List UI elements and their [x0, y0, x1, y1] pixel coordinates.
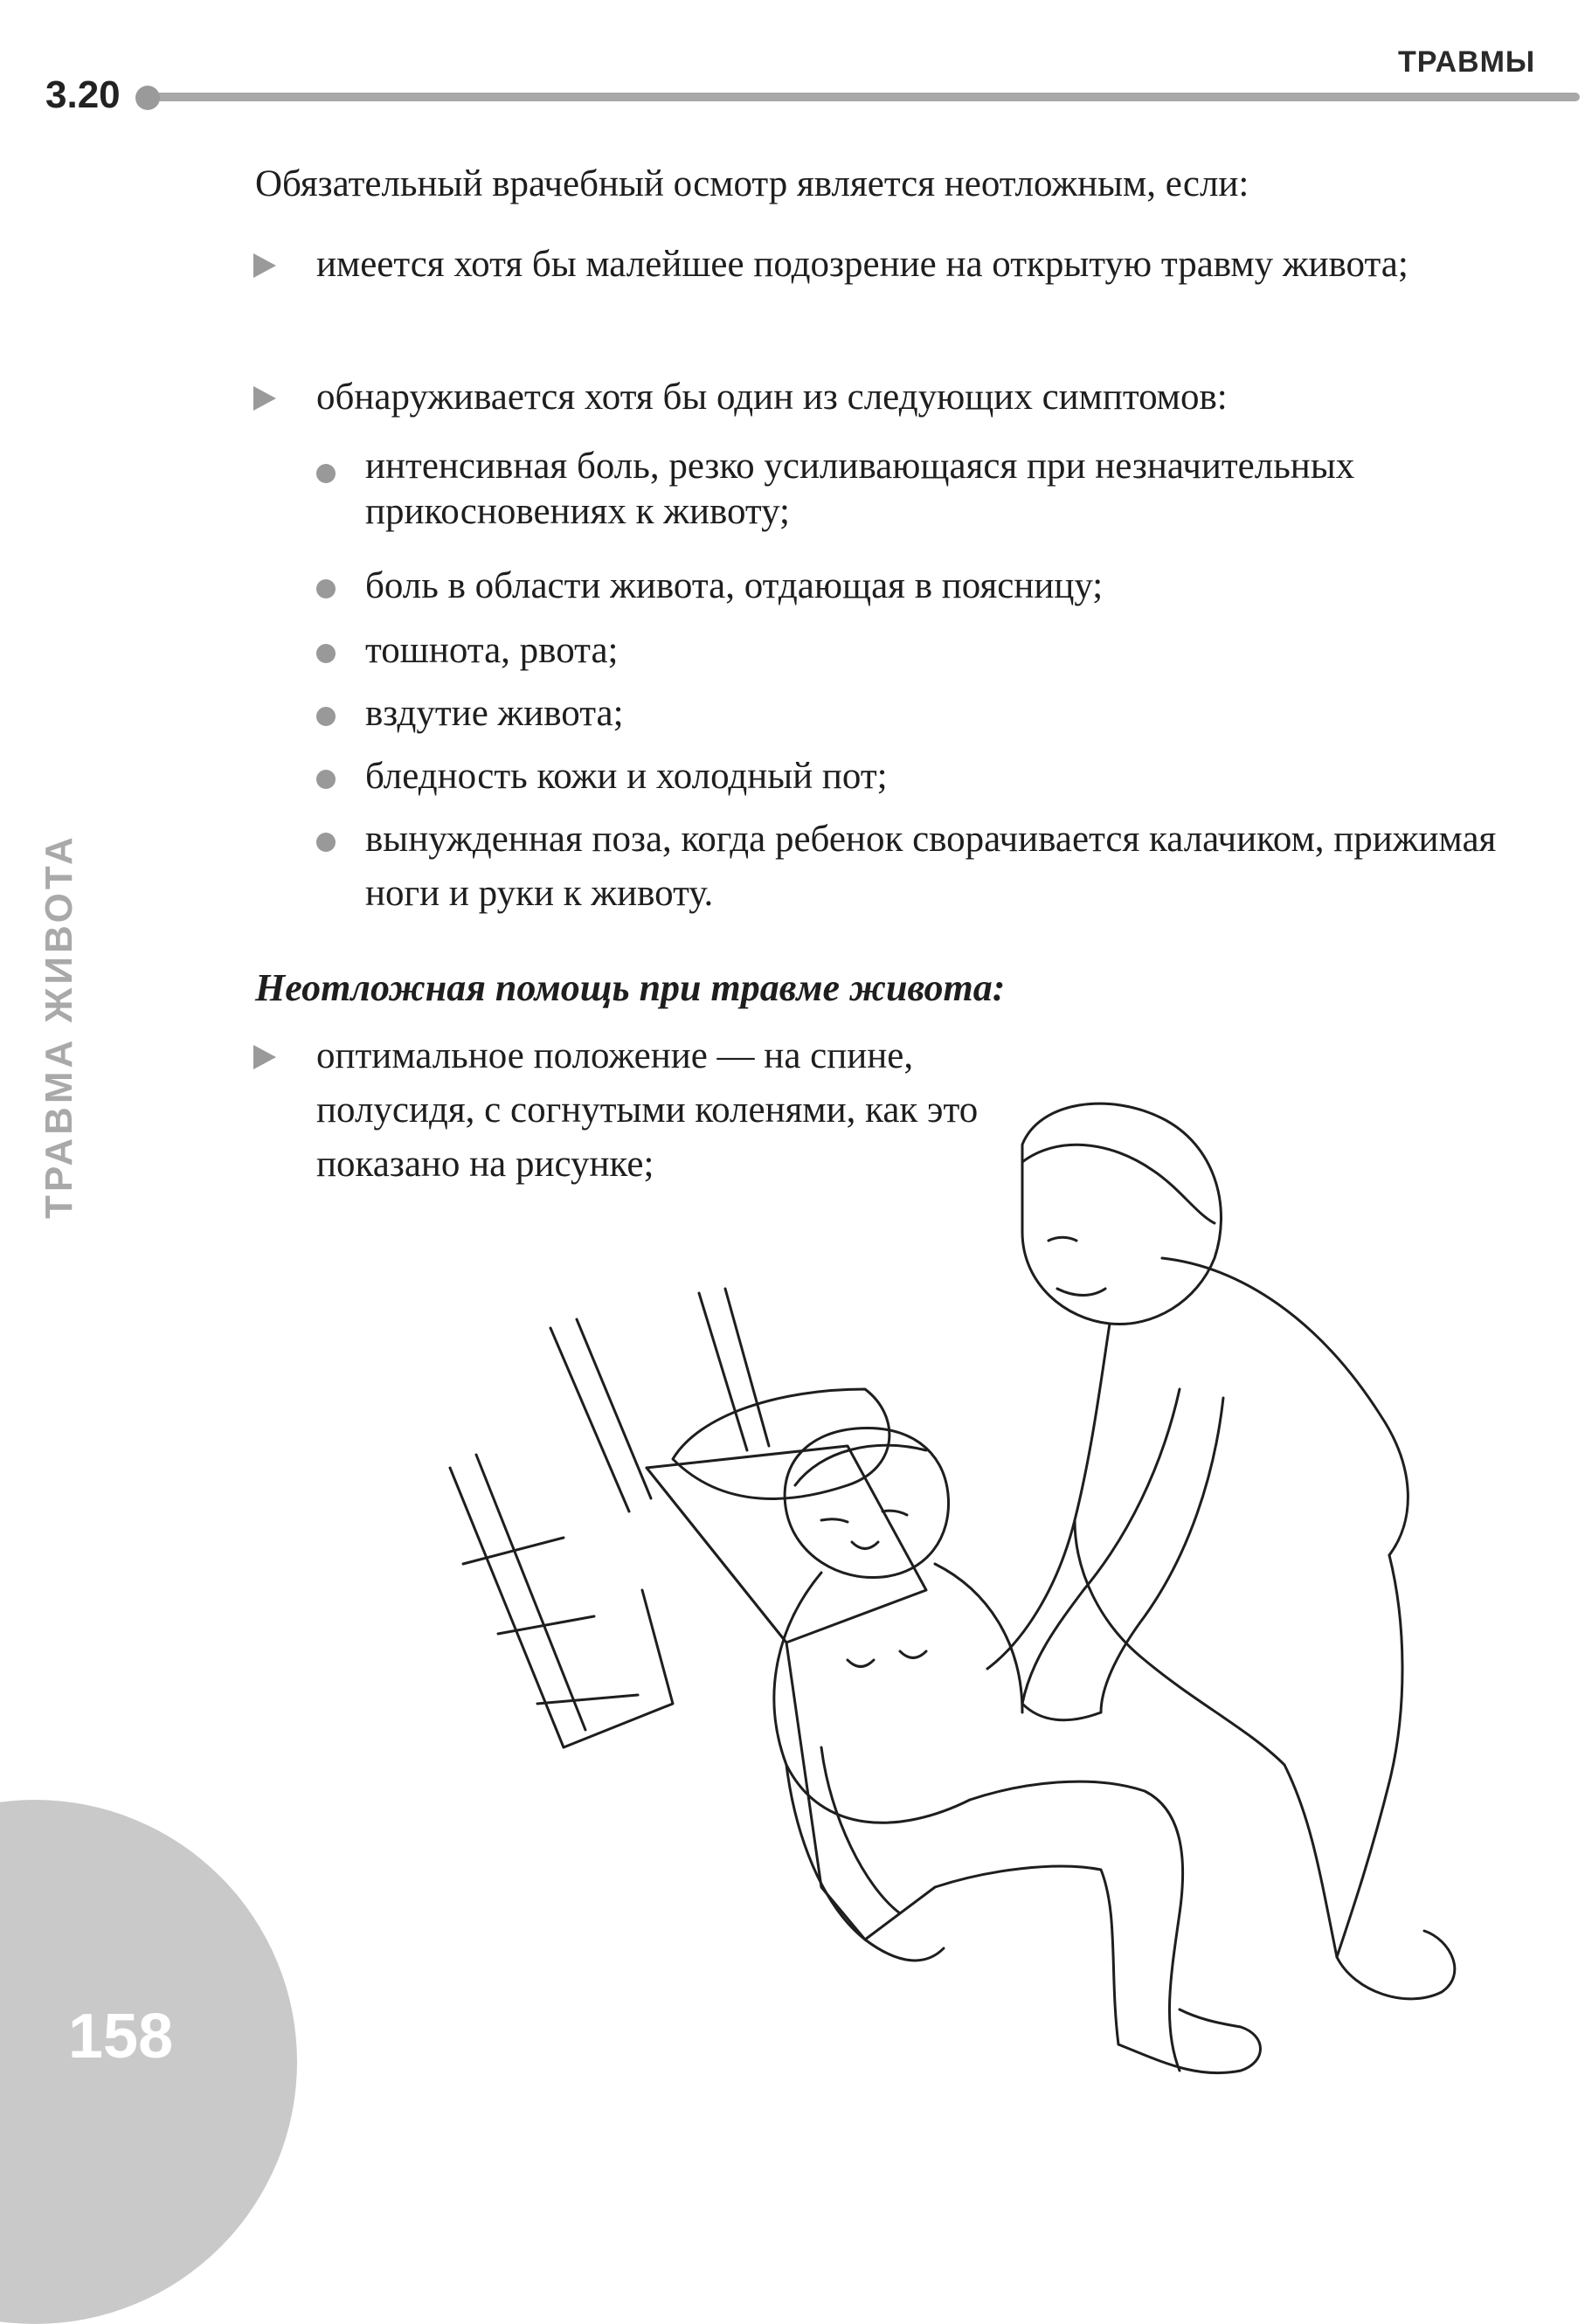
symptom-item: [316, 444, 1566, 535]
page-number: 158: [68, 2002, 174, 2072]
symptom-text: вынужденная поза, когда ребенок сворачивается калачиком, прижимая ноги и руки к животу.: [365, 819, 1497, 914]
condition-text: обнаруживается хотя бы один из следующих симптомов:: [316, 377, 1228, 418]
triangle-bullet-icon: [253, 386, 276, 411]
symptom-item: [316, 813, 1566, 921]
circle-bullet-icon: [316, 644, 336, 663]
symptom-item: [316, 624, 1566, 678]
symptom-item: [316, 559, 1566, 613]
triangle-bullet-icon: [253, 253, 276, 278]
circle-bullet-icon: [316, 579, 336, 598]
aid-text: оптимальное положение — на спине, полусидя, с согнутыми коленями, как это показано на рисунке;: [316, 1035, 979, 1185]
section-number: 3.20: [45, 73, 121, 116]
symptom-text: бледность кожи и холодный пот;: [365, 756, 888, 797]
circle-bullet-icon: [316, 464, 336, 483]
circle-bullet-icon: [316, 707, 336, 726]
symptom-text: боль в области живота, отдающая в поясницу;: [365, 565, 1104, 606]
symptom-item: [316, 687, 1566, 741]
header-rule-dot: [135, 86, 160, 110]
condition-text: имеется хотя бы малейшее подозрение на открытую травму живота;: [316, 244, 1409, 285]
symptom-item: [316, 750, 1566, 804]
triangle-bullet-icon: [253, 1045, 276, 1069]
circle-bullet-icon: [316, 770, 336, 789]
header-rule: [150, 93, 1580, 101]
symptom-text: интенсивная боль, резко усиливающаяся при незначительных прикосновениях к животу;: [365, 446, 1355, 532]
first-aid-illustration: [411, 1101, 1512, 2114]
aid-heading: Неотложная помощь при травме живота:: [255, 966, 1006, 1009]
running-head: ТРАВМЫ: [1398, 45, 1536, 79]
condition-item: [253, 238, 1520, 292]
circle-bullet-icon: [316, 833, 336, 852]
symptom-text: тошнота, рвота;: [365, 630, 619, 671]
condition-item: [253, 370, 1520, 425]
symptom-text: вздутие живота;: [365, 693, 624, 734]
side-section-title: ТРАВМА ЖИВОТА: [38, 833, 80, 1219]
intro-paragraph: Обязательный врачебный осмотр является неотложным, если:: [255, 163, 1249, 204]
